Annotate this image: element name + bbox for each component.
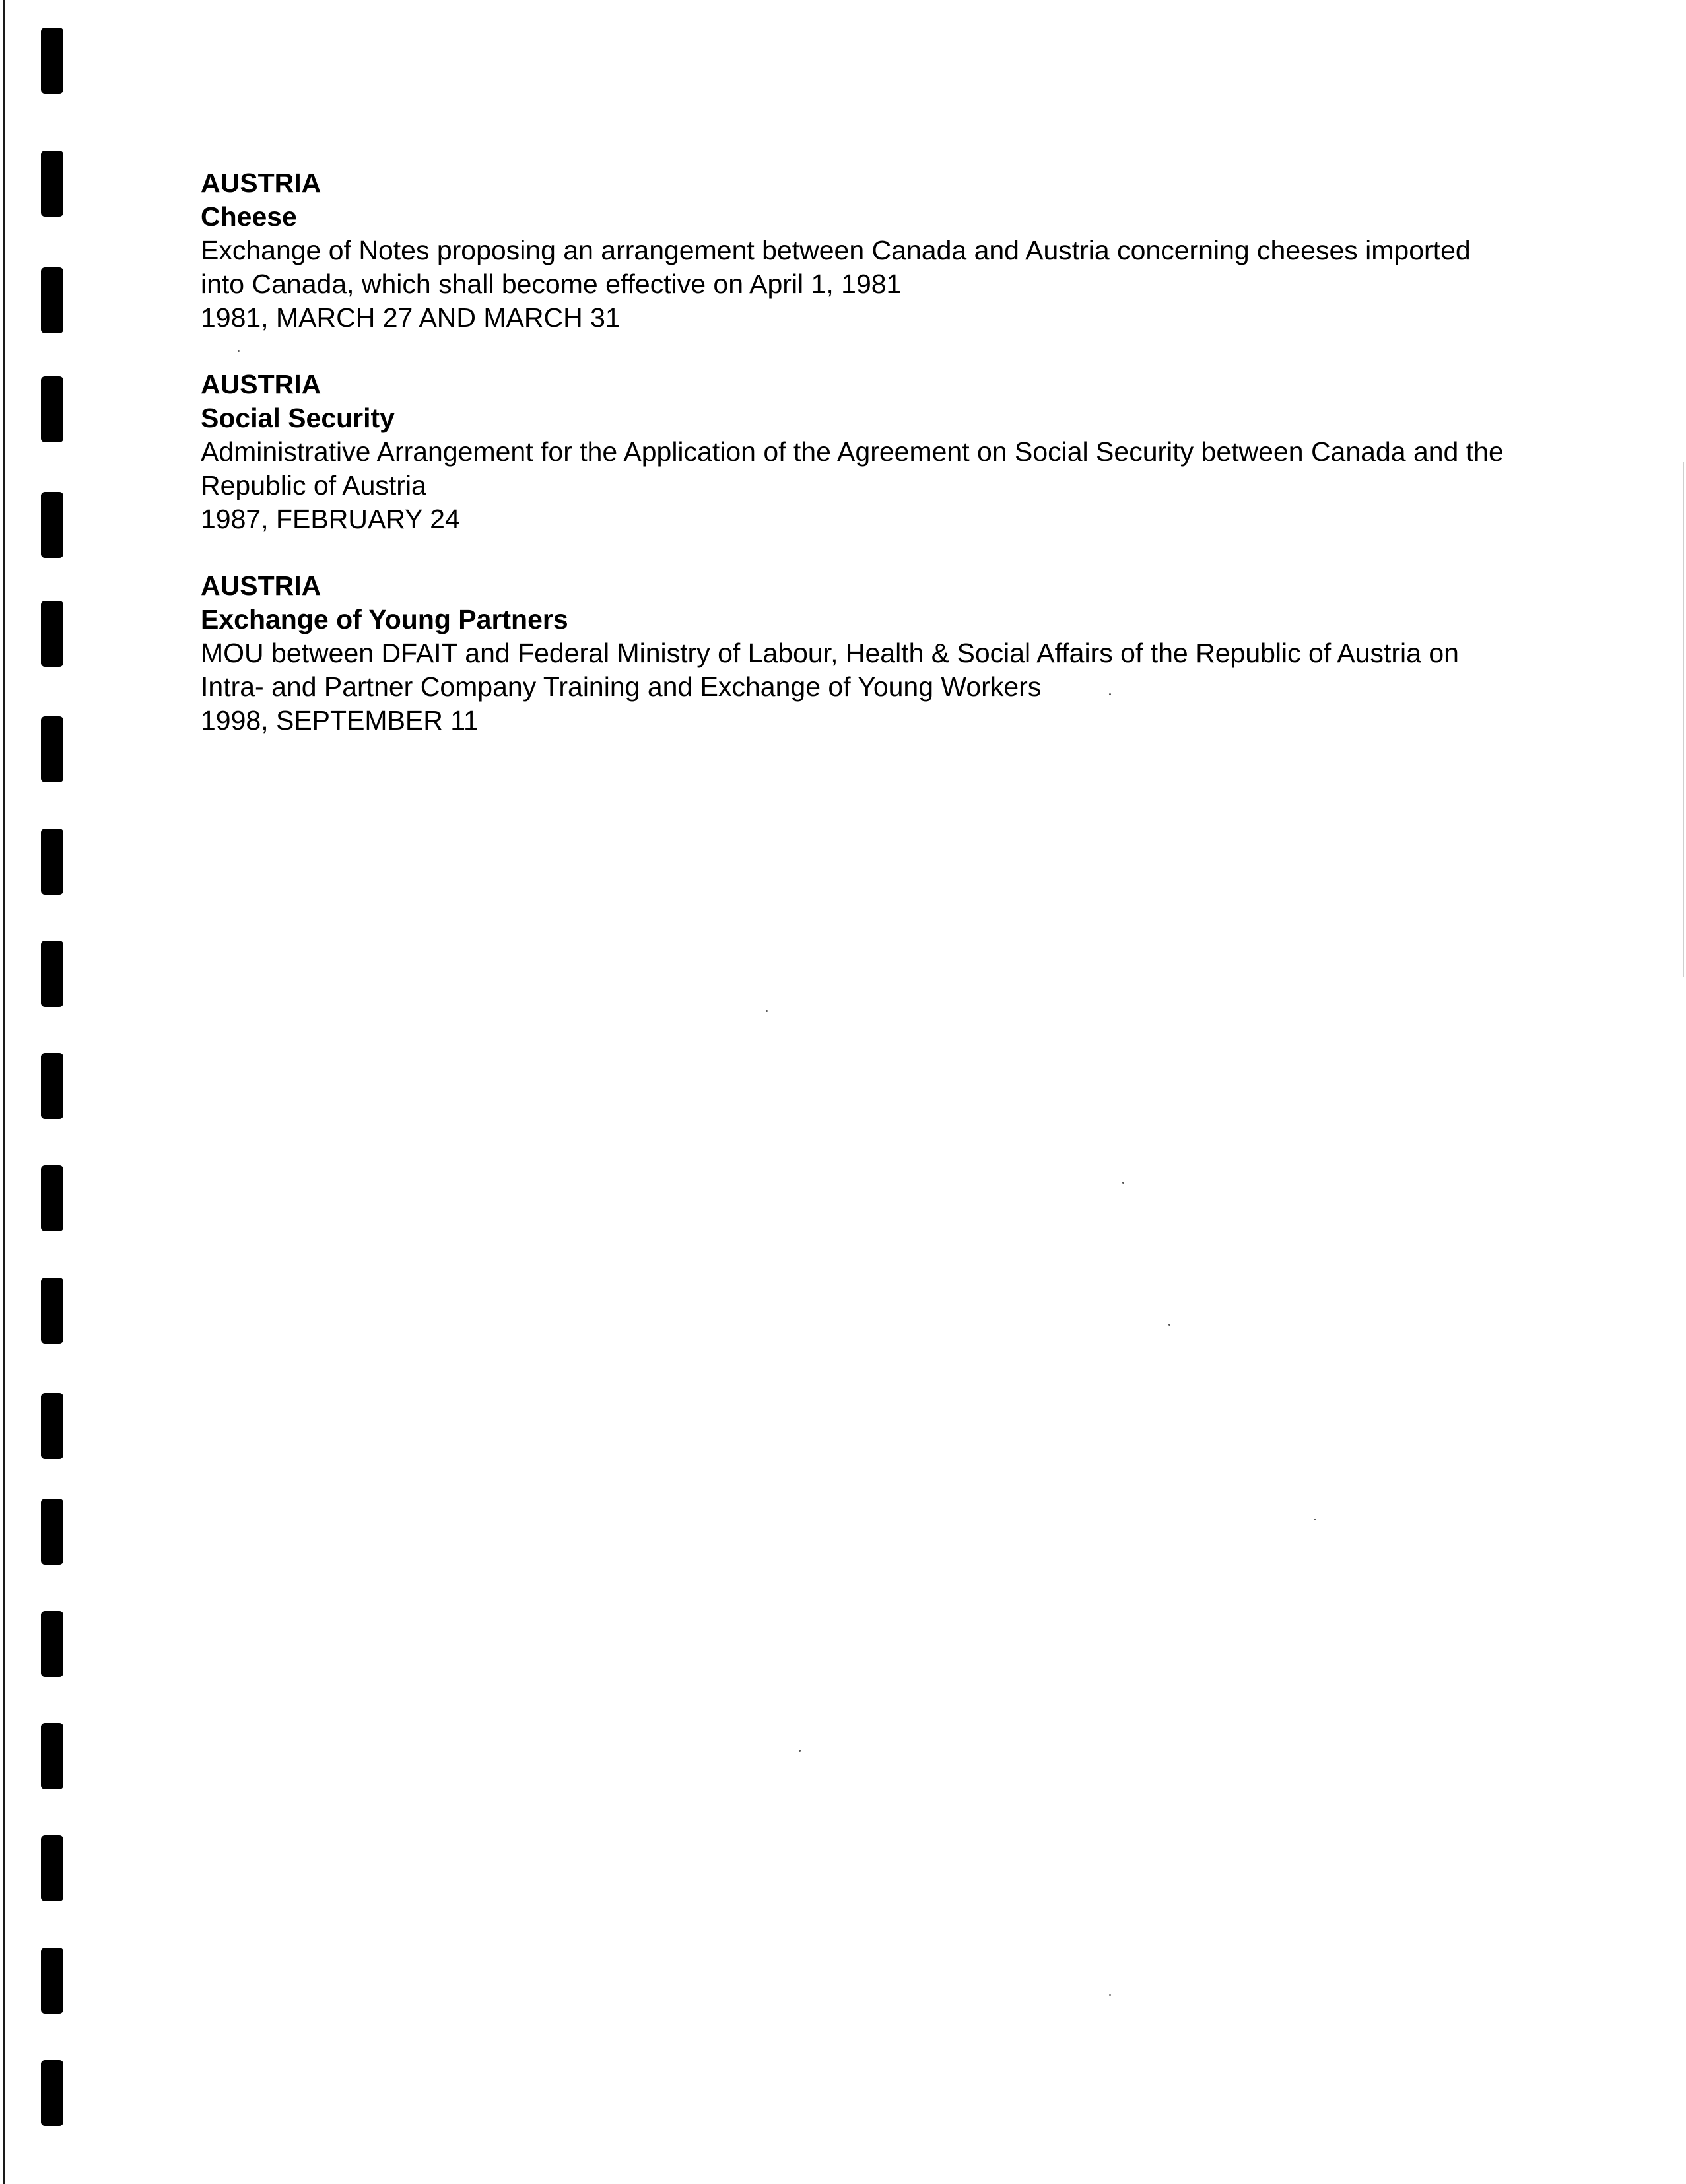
binding-margin xyxy=(0,0,92,2184)
scan-speck xyxy=(799,1750,801,1752)
scan-speck xyxy=(1168,1324,1170,1326)
scan-speck xyxy=(1314,1519,1316,1520)
binding-hole xyxy=(41,1499,63,1565)
scan-speck xyxy=(1109,693,1111,695)
binding-hole xyxy=(41,1611,63,1677)
binding-hole xyxy=(41,716,63,782)
binding-hole xyxy=(41,2060,63,2126)
binding-hole xyxy=(41,1278,63,1344)
scan-speck xyxy=(1109,1994,1111,1996)
binding-hole xyxy=(41,1948,63,2014)
scan-speck xyxy=(766,1010,768,1012)
binding-hole xyxy=(41,492,63,558)
entry-description: MOU between DFAIT and Federal Ministry of Labour, Health & Social Affairs of the Republic of Austria on Intra- and Partner Company Training and Exchange of Young Workers xyxy=(201,638,1459,702)
scan-speck xyxy=(238,350,240,352)
binding-hole xyxy=(41,1053,63,1119)
binding-hole xyxy=(41,376,63,442)
entry-description: Exchange of Notes proposing an arrangement between Canada and Austria concerning cheeses imported into Canada, which shall become effective on April 1, 1981 xyxy=(201,235,1471,299)
page-right-edge xyxy=(1683,462,1684,977)
treaty-entry xyxy=(201,368,1521,536)
binding-hole xyxy=(41,1165,63,1231)
binding-hole xyxy=(41,267,63,333)
entry-country: AUSTRIA xyxy=(201,369,321,399)
binding-hole xyxy=(41,1835,63,1901)
entry-date: 1987, FEBRUARY 24 xyxy=(201,504,460,534)
treaty-entry xyxy=(201,569,1521,737)
entry-subject: Exchange of Young Partners xyxy=(201,604,568,634)
entry-subject: Cheese xyxy=(201,201,297,232)
binding-hole xyxy=(41,151,63,217)
scan-speck xyxy=(1122,1182,1124,1184)
binding-hole xyxy=(41,601,63,667)
binding-hole xyxy=(41,28,63,94)
binding-hole xyxy=(41,829,63,895)
binding-hole xyxy=(41,1393,63,1459)
entry-description: Administrative Arrangement for the Application of the Agreement on Social Security between Canada and the Republic of Austria xyxy=(201,436,1504,500)
entry-country: AUSTRIA xyxy=(201,570,321,601)
treaty-list xyxy=(201,166,1521,770)
page-edge-line xyxy=(3,0,5,2184)
binding-hole xyxy=(41,941,63,1007)
entry-date: 1998, SEPTEMBER 11 xyxy=(201,705,479,735)
entry-date: 1981, MARCH 27 AND MARCH 31 xyxy=(201,302,621,333)
entry-country: AUSTRIA xyxy=(201,168,321,198)
treaty-entry xyxy=(201,166,1521,335)
binding-hole xyxy=(41,1723,63,1789)
entry-subject: Social Security xyxy=(201,403,395,433)
